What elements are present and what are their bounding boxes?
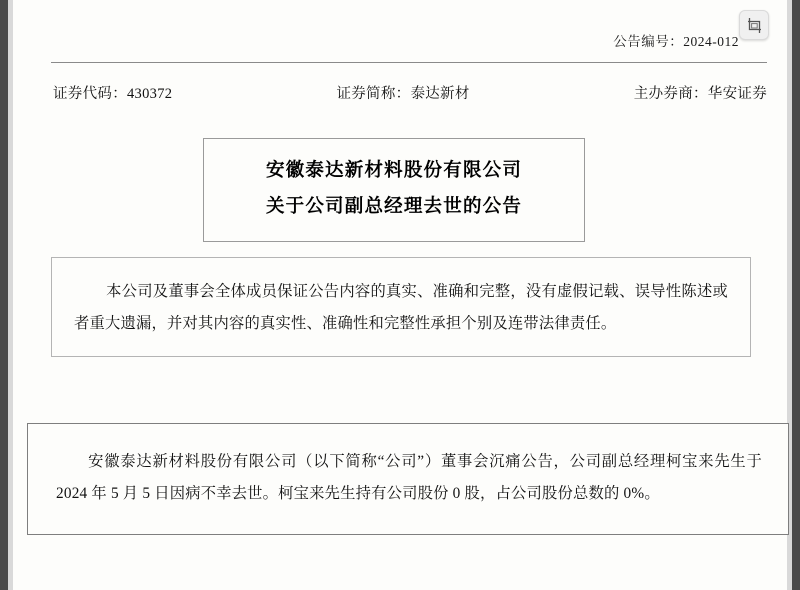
page-title-line-1: 安徽泰达新材料股份有限公司 — [265, 161, 523, 181]
body-paragraph: 安徽泰达新材料股份有限公司（以下简称“公司”）董事会沉痛公告，公司副总经理柯宝来先生于 2024 年 5 月 5 日因病不幸去世。柯宝来先生持有公司股份 0 股，占公司股份总数的 0%。 — [56, 453, 762, 502]
statement-box — [51, 257, 751, 357]
page-edge-left — [0, 0, 8, 590]
page-edge-right — [792, 0, 800, 590]
header-divider — [51, 62, 767, 63]
security-short-name: 证券简称：泰达新材 — [336, 86, 470, 102]
document-sheet — [13, 0, 787, 590]
body-box — [27, 423, 789, 535]
document-title-box — [203, 138, 585, 242]
crop-screenshot-icon[interactable] — [739, 10, 769, 40]
page-title-line-2: 关于公司副总经理去世的公告 — [265, 197, 523, 218]
header-fields-row — [53, 82, 767, 103]
sponsor-broker: 主办券商：华安证券 — [633, 86, 767, 102]
security-code: 证券代码：430372 — [53, 86, 173, 102]
statement-paragraph: 本公司及董事会全体成员保证公告内容的真实、准确和完整，没有虚假记载、误导性陈述或者重大遗漏，并对其内容的真实性、准确性和完整性承担个别及连带法律责任。 — [74, 283, 728, 332]
notice-number: 公告编号：2024-012 — [613, 34, 739, 49]
